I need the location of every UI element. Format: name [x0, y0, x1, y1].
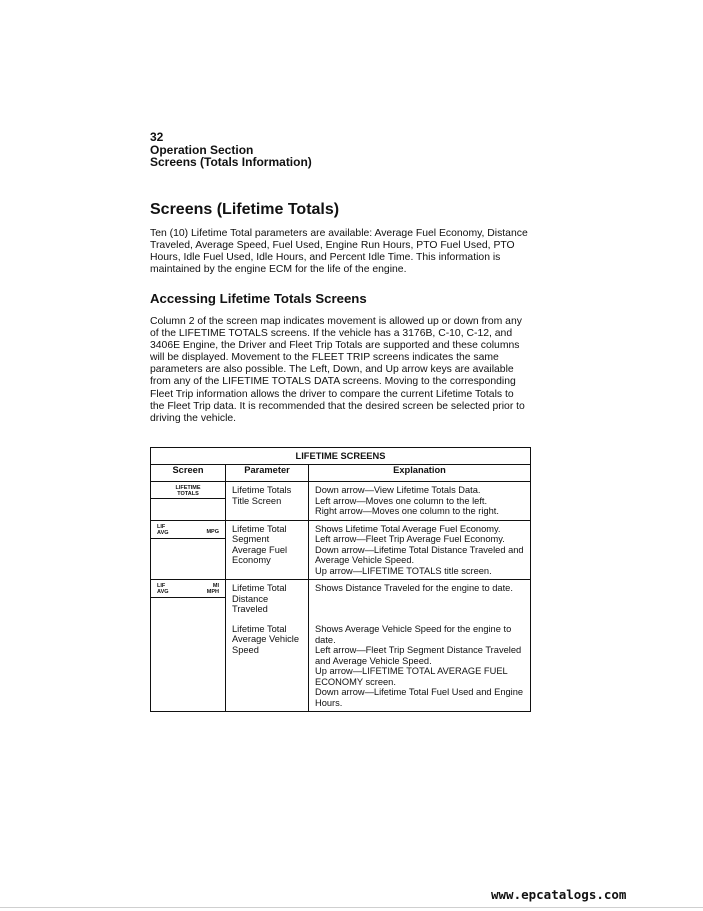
- table-row: [151, 580, 531, 712]
- lcd-display: [151, 524, 225, 539]
- body-paragraph: Column 2 of the screen map indicates movement is allowed up or down from any of the LIFETIME TOTALS screens. If the vehicle has a 3176B, C-10, C-12, and 3406E Engine, the Driver and Fleet Trip Totals are supported and these columns will be displayed. Movement to the FLEET TRIP screens indicates the same parameters are also possible. The Left, Down, and Up arrow keys are available from any of the LIFETIME TOTALS DATA screens. Moving to the corresponding Fleet Trip information allows the driver to compare the current Lifetime Totals to the Fleet Trip data. It is recommended that the desired screen be selected prior to driving the vehicle.: [150, 316, 525, 424]
- explanation-line: Left arrow—Fleet Trip Average Fuel Economy.: [315, 534, 505, 544]
- table-caption: LIFETIME SCREENS: [151, 448, 531, 465]
- subsection-title: Screens (Totals Information): [150, 155, 312, 169]
- explanation-cell: [309, 482, 531, 521]
- lcd-line: TOTALS: [177, 491, 199, 497]
- lcd-display: [151, 583, 225, 598]
- section-title: Operation Section: [150, 142, 254, 157]
- table-row: [151, 482, 531, 521]
- lcd-label: [157, 583, 169, 595]
- parameter-text: Lifetime Total Average Vehicle Speed: [232, 623, 300, 655]
- lifetime-screens-table: [150, 447, 531, 712]
- intro-paragraph: Ten (10) Lifetime Total parameters are available: Average Fuel Economy, Distance Traveled, Average Speed, Fuel Used, Engine Run Hours, PTO Fuel Used, PTO Hours, Idle Fuel Used, Idle Hours, and Percent Idle Time. This information is maintained by the engine ECM for the life of the engine.: [150, 228, 528, 276]
- page-number: 32: [150, 130, 164, 144]
- explanation-line: Down arrow—Lifetime Total Fuel Used and Engine Hours.: [315, 687, 524, 708]
- page-header: [150, 131, 312, 169]
- parameter-text: Lifetime Total Distance Traveled: [232, 583, 287, 614]
- screen-cell: [151, 520, 226, 580]
- col-header-explanation: Explanation: [309, 465, 531, 482]
- parameter-cell: [226, 580, 309, 712]
- footer-url: www.epcatalogs.com: [491, 887, 627, 902]
- explanation-line: Down arrow—View Lifetime Totals Data.: [315, 485, 481, 495]
- lcd-line: MPH: [206, 589, 219, 595]
- lcd-line: LIF: [157, 523, 166, 530]
- col-header-screen: Screen: [151, 465, 226, 482]
- explanation-line: Shows Lifetime Total Average Fuel Economy.: [315, 523, 501, 534]
- footer-divider: [0, 907, 703, 908]
- explanation-cell: [309, 520, 531, 580]
- lcd-unit: MPG: [206, 528, 219, 535]
- explanation-line: Shows Distance Traveled for the engine to date.: [315, 583, 513, 593]
- screen-cell: [151, 580, 226, 712]
- parameter-cell: Lifetime Totals Title Screen: [226, 482, 309, 521]
- lcd-line: MI: [212, 583, 219, 589]
- explanation-line: Right arrow—Moves one column to the right.: [315, 506, 499, 516]
- explanation-cell: [309, 580, 531, 712]
- explanation-line: Up arrow—LIFETIME TOTALS title screen.: [315, 565, 492, 576]
- lcd-line: AVG: [157, 529, 169, 536]
- explanation-line: Left arrow—Moves one column to the left.: [315, 495, 488, 506]
- table-row: [151, 520, 531, 580]
- section-heading: Accessing Lifetime Totals Screens: [150, 291, 367, 306]
- explanation-line: Shows Average Vehicle Speed for the engine to date.: [315, 624, 512, 645]
- explanation-line: Up arrow—LIFETIME TOTAL AVERAGE FUEL ECONOMY screen.: [315, 666, 508, 687]
- explanation-line: Left arrow—Fleet Trip Segment Distance Traveled and Average Vehicle Speed.: [315, 645, 522, 666]
- lcd-line: AVG: [157, 589, 169, 595]
- col-header-parameter: Parameter: [226, 465, 309, 482]
- lcd-line: LIFETIME: [175, 485, 201, 491]
- lcd-display: [151, 485, 225, 499]
- screen-cell: [151, 482, 226, 521]
- lcd-line: LIF: [157, 583, 166, 589]
- page-heading: Screens (Lifetime Totals): [150, 201, 340, 218]
- explanation-line: Down arrow—Lifetime Total Distance Traveled and Average Vehicle Speed.: [315, 544, 524, 565]
- lcd-label: [157, 524, 169, 536]
- lcd-unit: [207, 583, 219, 595]
- parameter-cell: Lifetime Total Segment Average Fuel Economy: [226, 520, 309, 580]
